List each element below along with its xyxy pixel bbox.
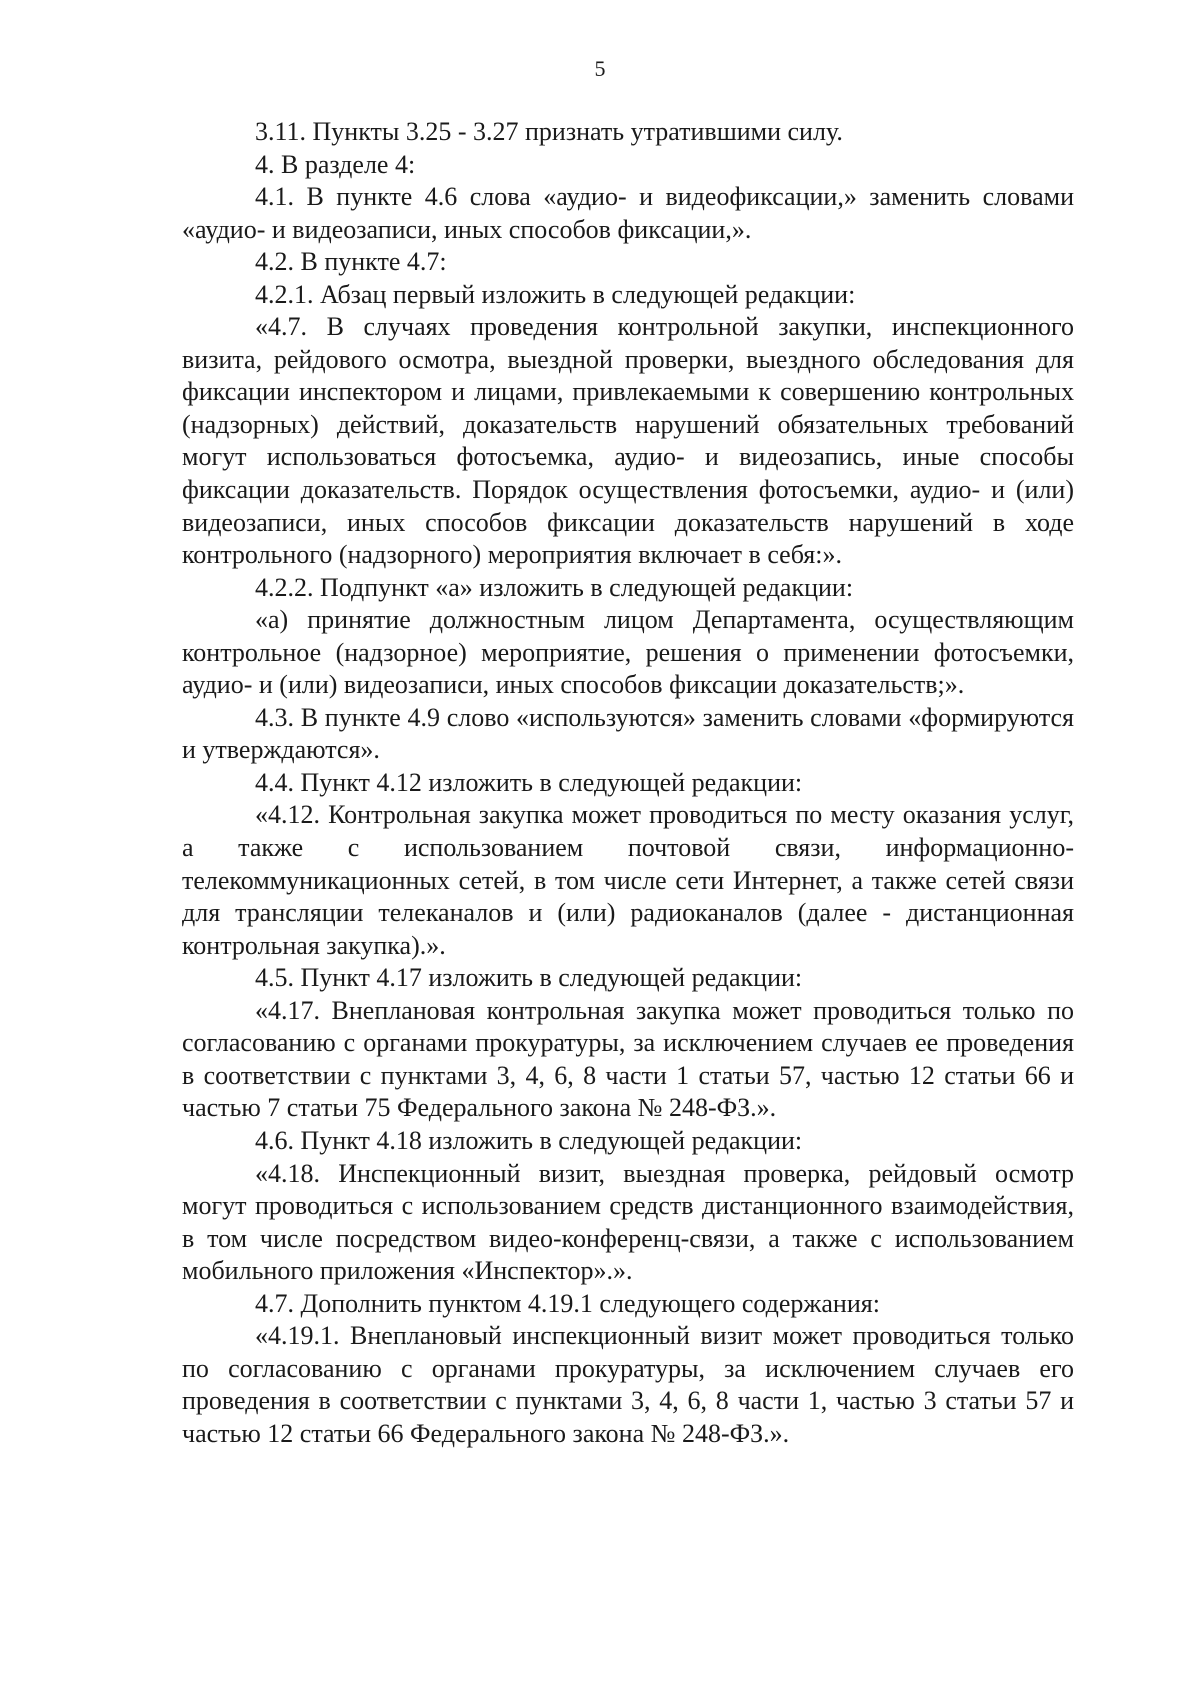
paragraph-section-4: 4. В разделе 4: (255, 149, 416, 179)
paragraph-quote-subitem-a: «а) принятие должностным лицом Департамента, осуществляющим контрольное (надзорное) мероприятие, решения о применении фотосъемки, аудио- и (или) видеозаписи, иных способов фиксации доказательств;». (182, 605, 1074, 700)
paragraph-quote-4-7: «4.7. В случаях проведения контрольной закупки, инспекционного визита, рейдового осмотра, выездной проверки, выездного обследования для фиксации инспектором и лицами, привлекаемыми к совершению контрольных (надзорных) действий, доказательств нарушений обязательных требований могут использоваться фотосъемка, аудио- и видеозапись, иные способы фиксации доказательств. Порядок осуществления фотосъемки, аудио- и (или) видеозаписи, иных способов фиксации доказательств нарушений в ходе контрольного (надзорного) мероприятия включает в себя:». (182, 312, 1074, 570)
paragraph-4-7: 4.7. Дополнить пунктом 4.19.1 следующего содержания: (255, 1288, 880, 1318)
page-number: 5 (594, 56, 606, 81)
paragraph-quote-4-17: «4.17. Внеплановая контрольная закупка может проводиться только по согласованию с органами прокуратуры, за исключением случаев ее проведения в соответствии с пунктами 3, 4, 6, 8 части 1 статьи 57, частью 12 статьи 66 и частью 7 статьи 75 Федерального закона № 248-ФЗ.». (182, 995, 1074, 1123)
paragraph-4-2-2: 4.2.2. Подпункт «а» изложить в следующей редакции: (255, 572, 854, 602)
document-body (182, 116, 1074, 1450)
paragraph-4-2-1: 4.2.1. Абзац первый изложить в следующей редакции: (255, 279, 856, 309)
paragraph-4-4: 4.4. Пункт 4.12 изложить в следующей редакции: (255, 767, 803, 797)
paragraph-4-5: 4.5. Пункт 4.17 изложить в следующей редакции: (255, 963, 803, 993)
paragraph-4-2: 4.2. В пункте 4.7: (255, 247, 447, 277)
paragraph-quote-4-19-1: «4.19.1. Внеплановый инспекционный визит может проводиться только по согласованию с органами прокуратуры, за исключением случаев его проведения в соответствии с пунктами 3, 4, 6, 8 части 1, частью 3 статьи 57 и частью 12 статьи 66 Федерального закона № 248-ФЗ.». (182, 1321, 1074, 1448)
paragraph-3-11: 3.11. Пункты 3.25 - 3.27 признать утратившими силу. (255, 117, 843, 146)
paragraph-4-6: 4.6. Пункт 4.18 изложить в следующей редакции: (255, 1125, 803, 1155)
paragraph-quote-4-12: «4.12. Контрольная закупка может проводиться по месту оказания услуг, а также с использованием почтовой связи, информационно-телекоммуникационных сетей, в том числе сети Интернет, а также сетей связи для трансляции телеканалов и (или) радиоканалов (далее - дистанционная контрольная закупка).». (182, 800, 1074, 960)
paragraph-quote-4-18: «4.18. Инспекционный визит, выездная проверка, рейдовый осмотр могут проводиться с использованием средств дистанционного взаимодействия, в том числе посредством видео-конференц-связи, а также с использованием мобильного приложения «Инспектор».». (182, 1158, 1074, 1286)
paragraph-4-3: 4.3. В пункте 4.9 слово «используются» заменить словами «формируются и утверждаются». (182, 702, 1074, 765)
paragraph-4-1: 4.1. В пункте 4.6 слова «аудио- и видеофиксации,» заменить словами «аудио- и видеозаписи, иных способов фиксации,». (182, 182, 1074, 244)
